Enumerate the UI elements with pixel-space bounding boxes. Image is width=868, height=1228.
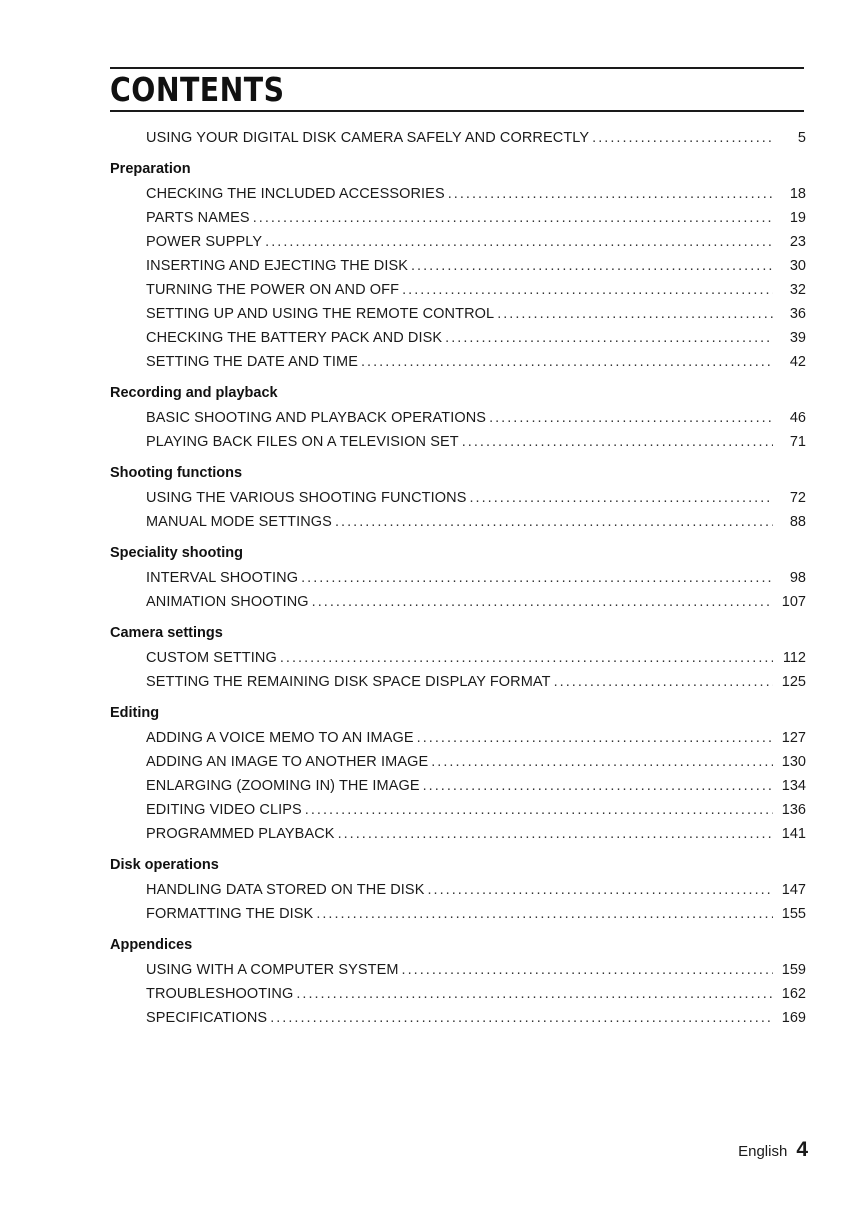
toc-section-entries xyxy=(110,958,806,1030)
toc-entry-title: CUSTOM SETTING xyxy=(146,650,277,666)
toc-dot-leader xyxy=(402,958,773,982)
toc-dot-leader xyxy=(305,798,773,822)
toc-entry xyxy=(110,230,806,254)
toc-entry-title: ADDING AN IMAGE TO ANOTHER IMAGE xyxy=(146,754,429,770)
toc-entry-page: 36 xyxy=(789,306,806,322)
toc-entry-page: 42 xyxy=(789,354,806,370)
toc-dot-leader xyxy=(554,670,773,694)
toc-entry-page: 127 xyxy=(781,730,806,746)
toc-entry xyxy=(110,774,806,798)
toc-section-heading: Appendices xyxy=(110,937,193,953)
toc-entry-page: 141 xyxy=(781,826,806,842)
toc-entry xyxy=(110,902,806,926)
toc-entry-title: SPECIFICATIONS xyxy=(146,1010,268,1026)
toc-entry-title: PROGRAMMED PLAYBACK xyxy=(146,826,335,842)
toc-entry-title: BASIC SHOOTING AND PLAYBACK OPERATIONS xyxy=(146,410,487,426)
toc-dot-leader xyxy=(497,302,773,326)
toc-section-entries xyxy=(110,182,806,374)
toc-entry-page: 46 xyxy=(789,410,806,426)
toc-section xyxy=(110,542,806,614)
toc-entry-title: EDITING VIDEO CLIPS xyxy=(146,802,302,818)
toc-entry xyxy=(110,726,806,750)
toc-dot-leader xyxy=(361,350,773,374)
toc-entry-page: 23 xyxy=(789,234,806,250)
toc-dot-leader xyxy=(469,486,773,510)
toc-entry-page: 169 xyxy=(781,1010,806,1026)
toc-entry xyxy=(110,670,806,694)
toc-dot-leader xyxy=(312,590,773,614)
page-footer xyxy=(738,1138,808,1162)
toc-section xyxy=(110,382,806,454)
toc-entry-page: 155 xyxy=(781,906,806,922)
toc-sections xyxy=(110,158,806,1030)
toc-dot-leader xyxy=(448,182,773,206)
toc-entry xyxy=(110,750,806,774)
toc-entry-page: 134 xyxy=(781,778,806,794)
toc-dot-leader xyxy=(445,326,773,350)
toc-entry xyxy=(110,566,806,590)
toc-section-entries xyxy=(110,726,806,846)
toc-entry-title: USING THE VARIOUS SHOOTING FUNCTIONS xyxy=(146,490,467,506)
toc-dot-leader xyxy=(280,646,773,670)
toc-entry-title: INTERVAL SHOOTING xyxy=(146,570,299,586)
toc-entry-title: SETTING THE DATE AND TIME xyxy=(146,354,358,370)
toc-entry-page: 39 xyxy=(789,330,806,346)
toc-entry-title: ENLARGING (ZOOMING IN) THE IMAGE xyxy=(146,778,420,794)
footer-language: English xyxy=(738,1143,788,1160)
toc-section-heading: Recording and playback xyxy=(110,385,278,401)
toc-entry-page: 130 xyxy=(781,754,806,770)
toc-dot-leader xyxy=(301,566,773,590)
toc-dot-leader xyxy=(592,126,773,150)
toc-entry-title: USING YOUR DIGITAL DISK CAMERA SAFELY AND CORRECTLY xyxy=(146,130,590,146)
toc-entry xyxy=(110,1006,806,1030)
toc-section-entries xyxy=(110,566,806,614)
toc-entry-title: CHECKING THE INCLUDED ACCESSORIES xyxy=(146,186,445,202)
toc-entry-page: 71 xyxy=(789,434,806,450)
toc-section-heading: Speciality shooting xyxy=(110,545,243,561)
toc-section-heading: Camera settings xyxy=(110,625,223,641)
toc-entry-page: 107 xyxy=(781,594,806,610)
toc-entry-title: FORMATTING THE DISK xyxy=(146,906,314,922)
toc-dot-leader xyxy=(427,878,773,902)
toc-entry-title: CHECKING THE BATTERY PACK AND DISK xyxy=(146,330,443,346)
toc-entry xyxy=(110,982,806,1006)
toc-dot-leader xyxy=(417,726,773,750)
toc-entry xyxy=(110,590,806,614)
toc-entry-page: 147 xyxy=(781,882,806,898)
toc-entry-title: INSERTING AND EJECTING THE DISK xyxy=(146,258,408,274)
toc-entry-title: ADDING A VOICE MEMO TO AN IMAGE xyxy=(146,730,414,746)
toc-dot-leader xyxy=(335,510,773,534)
toc-section-entries xyxy=(110,406,806,454)
toc-entry xyxy=(110,254,806,278)
toc-entry-title: PLAYING BACK FILES ON A TELEVISION SET xyxy=(146,434,459,450)
toc-section xyxy=(110,934,806,1030)
toc-dot-leader xyxy=(411,254,773,278)
toc-entry-title: ANIMATION SHOOTING xyxy=(146,594,309,610)
toc-entry-title: MANUAL MODE SETTINGS xyxy=(146,514,332,530)
toc-entry-title: HANDLING DATA STORED ON THE DISK xyxy=(146,882,425,898)
toc-section xyxy=(110,702,806,846)
toc-dot-leader xyxy=(489,406,773,430)
toc-entry xyxy=(110,958,806,982)
toc-section xyxy=(110,854,806,926)
toc-entry xyxy=(110,326,806,350)
title-rule-bottom xyxy=(110,110,804,112)
toc-entry-page: 125 xyxy=(781,674,806,690)
toc-intro xyxy=(110,126,806,150)
toc-section-heading: Shooting functions xyxy=(110,465,243,481)
toc-entry-page: 159 xyxy=(781,962,806,978)
toc-entry xyxy=(110,206,806,230)
toc-dot-leader xyxy=(423,774,773,798)
toc-section xyxy=(110,622,806,694)
toc-entry-page: 112 xyxy=(782,650,806,666)
toc-entry xyxy=(110,302,806,326)
toc-entry-page: 5 xyxy=(797,130,806,146)
toc-section-heading: Disk operations xyxy=(110,857,219,873)
toc-entry-page: 18 xyxy=(789,186,806,202)
toc-section-entries xyxy=(110,486,806,534)
toc-section xyxy=(110,158,806,374)
toc-section-entries xyxy=(110,878,806,926)
toc-entry-page: 88 xyxy=(789,514,806,530)
toc-section-entries xyxy=(110,646,806,694)
toc-entry xyxy=(110,182,806,206)
toc-dot-leader xyxy=(270,1006,773,1030)
toc-entry xyxy=(110,126,806,150)
toc-dot-leader xyxy=(253,206,773,230)
toc-entry-page: 162 xyxy=(781,986,806,1002)
toc-dot-leader xyxy=(431,750,773,774)
toc-dot-leader xyxy=(265,230,773,254)
page-title: CONTENTS xyxy=(110,70,285,109)
toc-entry-title: SETTING UP AND USING THE REMOTE CONTROL xyxy=(146,306,495,322)
toc-entry xyxy=(110,430,806,454)
toc-section-heading: Editing xyxy=(110,705,160,721)
toc-entry xyxy=(110,406,806,430)
toc-entry xyxy=(110,878,806,902)
toc-entry-page: 72 xyxy=(789,490,806,506)
toc-entry xyxy=(110,486,806,510)
toc-entry-title: POWER SUPPLY xyxy=(146,234,263,250)
footer-page-number: 4 xyxy=(796,1138,808,1161)
toc-entry xyxy=(110,278,806,302)
toc-dot-leader xyxy=(402,278,773,302)
toc-dot-leader xyxy=(338,822,773,846)
toc-entry-page: 136 xyxy=(781,802,806,818)
toc-entry xyxy=(110,646,806,670)
toc-entry xyxy=(110,510,806,534)
toc-dot-leader xyxy=(462,430,773,454)
toc-entry-page: 19 xyxy=(789,210,806,226)
toc-entry xyxy=(110,798,806,822)
toc-entry xyxy=(110,822,806,846)
toc-entry-page: 98 xyxy=(789,570,806,586)
toc-dot-leader xyxy=(316,902,773,926)
toc-entry xyxy=(110,350,806,374)
toc-entry-page: 32 xyxy=(789,282,806,298)
toc-entry-page: 30 xyxy=(789,258,806,274)
toc-section xyxy=(110,462,806,534)
toc-entry-title: PARTS NAMES xyxy=(146,210,250,226)
toc-section-heading: Preparation xyxy=(110,161,191,177)
toc-dot-leader xyxy=(296,982,773,1006)
toc-entry-title: SETTING THE REMAINING DISK SPACE DISPLAY FORMAT xyxy=(146,674,551,690)
toc-entry-title: USING WITH A COMPUTER SYSTEM xyxy=(146,962,399,978)
title-rule-top xyxy=(110,67,804,69)
table-of-contents xyxy=(110,126,806,1038)
toc-entry-title: TROUBLESHOOTING xyxy=(146,986,294,1002)
toc-entry-title: TURNING THE POWER ON AND OFF xyxy=(146,282,400,298)
